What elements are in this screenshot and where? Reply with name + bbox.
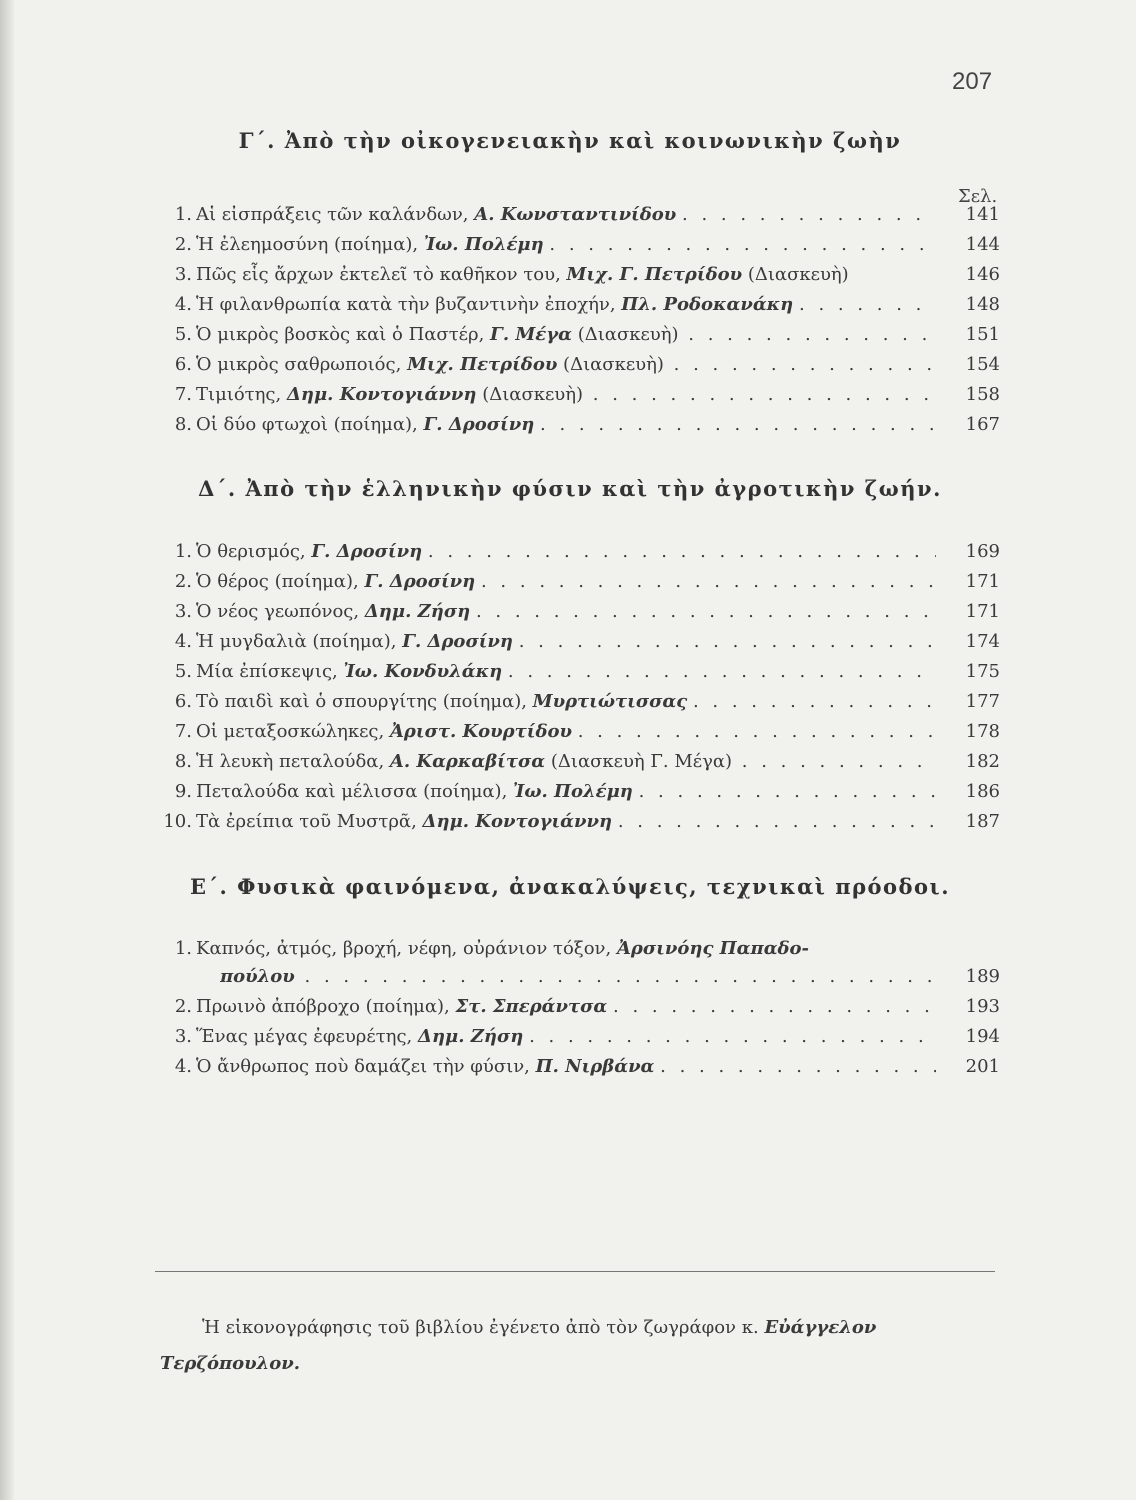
toc-entry	[160, 659, 1000, 685]
entry-author: Ἰω. Κονδυλάκη	[343, 661, 503, 682]
entry-author: Γ. Δροσίνη	[423, 414, 535, 435]
toc-entry	[160, 382, 1000, 408]
entry-title: Ὁ μικρὸς βοσκὸς καὶ ὁ Παστέρ,	[196, 324, 485, 345]
entry-suffix: (Διασκευὴ)	[563, 354, 664, 375]
entry-title: Ἡ ἐλεημοσύνη (ποίημα),	[196, 234, 419, 255]
entry-title: Ὁ ἄνθρωπος ποὺ δαμάζει τὴν φύσιν,	[196, 1056, 530, 1077]
entry-title-line	[196, 936, 936, 962]
page-column-label: Σελ.	[958, 186, 998, 207]
entry-author: Μυρτιώτισσας	[532, 691, 688, 712]
section-title-delta: Δ΄. Ἀπὸ τὴν ἑλληνικὴν φύσιν καὶ τὴν ἀγροτικὴν ζωήν.	[198, 476, 942, 501]
entry-title: Μία ἐπίσκεψις,	[196, 661, 338, 682]
toc-entry	[160, 689, 1000, 715]
entry-number: 4.	[174, 631, 192, 652]
entry-title: Ὁ θέρος (ποίημα),	[196, 571, 359, 592]
toc-entry	[160, 232, 1000, 258]
entry-number: 4.	[174, 294, 192, 315]
toc-entry	[160, 412, 1000, 438]
toc-entry	[160, 779, 1000, 805]
entry-page: 194	[965, 1026, 1000, 1047]
footnote-illustrator: Εὐάγγελον Τερζόπουλον.	[160, 1317, 877, 1374]
entry-title-line	[196, 994, 936, 1020]
toc-entry	[160, 292, 1000, 318]
entry-number: 9.	[174, 781, 192, 802]
entry-number: 8.	[174, 751, 192, 772]
entry-number: 1.	[174, 204, 192, 225]
entry-author: Ἰω. Πολέμη	[513, 781, 633, 802]
entry-title: Πρωινὸ ἀπόβροχο (ποίημα),	[196, 996, 450, 1017]
entry-title-line	[196, 689, 936, 715]
entry-author: Α. Κωνσταντινίδου	[474, 204, 677, 225]
entry-number: 1.	[174, 541, 192, 562]
entry-title-line	[196, 719, 936, 745]
entry-author: Γ. Δροσίνη	[402, 631, 513, 652]
entry-author: Στ. Σπεράντσα	[455, 996, 608, 1017]
entry-number: 6.	[174, 691, 192, 712]
toc-entry	[160, 202, 1000, 228]
entry-number: 5.	[174, 324, 192, 345]
entry-title: Οἱ δύο φτωχοὶ (ποίημα),	[196, 414, 418, 435]
entry-number: 2.	[174, 571, 192, 592]
entry-title-line	[196, 322, 936, 348]
entry-page: 154	[965, 354, 1000, 375]
toc-entry	[160, 539, 1000, 565]
entry-title-line	[220, 964, 936, 990]
entry-page: 175	[965, 661, 1000, 682]
toc-entry	[160, 322, 1000, 348]
toc-entry	[160, 1024, 1000, 1050]
entry-page: 171	[965, 601, 1000, 622]
toc-entry	[160, 749, 1000, 775]
entry-author: Α. Καρκαβίτσα	[389, 751, 546, 772]
entry-author: Ἰω. Πολέμη	[423, 234, 544, 255]
toc-entry	[160, 1054, 1000, 1080]
entry-number: 7.	[174, 721, 192, 742]
entry-title-line	[196, 292, 936, 318]
entry-title: Ὁ θερισμός,	[196, 541, 306, 562]
entry-title: Τὰ ἐρείπια τοῦ Μυστρᾶ,	[196, 811, 417, 832]
entry-page: 169	[965, 541, 1000, 562]
entry-title-line	[196, 779, 936, 805]
entry-title: Οἱ μεταξοσκώληκες,	[196, 721, 385, 742]
entry-page: 146	[965, 264, 1000, 285]
entry-title: Πῶς εἷς ἄρχων ἐκτελεῖ τὸ καθῆκον του,	[196, 264, 561, 285]
entry-number: 10.	[163, 811, 192, 832]
section-title-gamma: Γ΄. Ἀπὸ τὴν οἰκογενειακὴν καὶ κοινωνικὴν ζωὴν	[238, 128, 902, 153]
toc-entry	[160, 936, 1000, 962]
entry-page: 144	[965, 234, 1000, 255]
entry-title: Ἡ φιλανθρωπία κατὰ τὴν βυζαντινὴν ἐποχήν,	[196, 294, 616, 315]
toc-entry	[160, 629, 1000, 655]
toc-entry	[160, 809, 1000, 835]
footnote	[160, 1310, 1020, 1382]
entry-page: 193	[965, 996, 1000, 1017]
entry-number: 3.	[174, 601, 192, 622]
entry-number: 2.	[174, 234, 192, 255]
entry-title-line	[196, 539, 936, 565]
entry-title: Καπνός, ἀτμός, βροχή, νέφη, οὐράνιον τόξον,	[196, 938, 612, 959]
entry-number: 2.	[174, 996, 192, 1017]
entry-author: Γ. Μέγα	[490, 324, 572, 345]
entry-author: Δημ. Κοντογιάννη	[286, 384, 477, 405]
entry-page: 189	[965, 966, 1000, 987]
toc-entry	[160, 719, 1000, 745]
entry-author: Π. Νιρβάνα	[535, 1056, 655, 1077]
entry-author-continuation: πούλου	[220, 966, 295, 987]
entry-page: 151	[965, 324, 1000, 345]
entry-page: 167	[965, 414, 1000, 435]
entry-title: Ἕνας μέγας ἐφευρέτης,	[196, 1026, 413, 1047]
entry-author: Ἀριστ. Κουρτίδου	[389, 721, 572, 742]
entry-author: Γ. Δροσίνη	[364, 571, 476, 592]
footnote-divider	[155, 1271, 995, 1272]
entry-page: 174	[965, 631, 1000, 652]
entry-author: Γ. Δροσίνη	[311, 541, 423, 562]
entry-suffix: (Διασκευὴ)	[577, 324, 679, 345]
entry-title-line	[196, 232, 936, 258]
entry-page: 177	[965, 691, 1000, 712]
entry-title-line	[196, 1024, 936, 1050]
entry-title: Πεταλούδα καὶ μέλισσα (ποίημα),	[196, 781, 508, 802]
toc-entry	[160, 352, 1000, 378]
entry-title: Τὸ παιδὶ καὶ ὁ σπουργίτης (ποίημα),	[196, 691, 527, 712]
entry-page: 171	[965, 571, 1000, 592]
toc-entry	[160, 599, 1000, 625]
entry-page: 187	[965, 811, 1000, 832]
entry-author: Μιχ. Πετρίδου	[407, 354, 558, 375]
entry-title: Τιμιότης,	[196, 384, 282, 405]
entry-title-line	[196, 629, 936, 655]
entry-suffix: (Διασκευὴ)	[747, 264, 849, 285]
entry-page: 201	[965, 1056, 1000, 1077]
footnote-text: Ἡ εἰκονογράφησις τοῦ βιβλίου ἐγένετο ἀπὸ τὸν ζωγράφον κ.	[202, 1317, 759, 1338]
toc-entry	[160, 262, 1000, 288]
entry-suffix: (Διασκευὴ Γ. Μέγα)	[550, 751, 733, 772]
entry-author: Δημ. Ζήση	[364, 601, 471, 622]
entry-page: 182	[965, 751, 1000, 772]
entry-author: Δημ. Κοντογιάννη	[422, 811, 613, 832]
entry-title: Ἡ λευκὴ πεταλούδα,	[196, 751, 385, 772]
entry-number: 4.	[174, 1056, 192, 1077]
entry-title-line	[196, 382, 936, 408]
entry-page: 158	[965, 384, 1000, 405]
entry-number: 1.	[174, 938, 192, 959]
entry-author: Δημ. Ζήση	[417, 1026, 524, 1047]
entry-title-line	[196, 412, 936, 438]
entry-page: 186	[965, 781, 1000, 802]
entry-title-line	[196, 809, 936, 835]
entry-number: 6.	[174, 354, 192, 375]
entry-title: Ἡ μυγδαλιὰ (ποίημα),	[196, 631, 397, 652]
entry-title-line	[196, 262, 936, 288]
page-spine-shadow	[0, 0, 14, 1500]
toc-entry-continuation	[160, 964, 1000, 990]
entry-page: 148	[965, 294, 1000, 315]
entry-title-line	[196, 352, 936, 378]
toc-entry	[160, 569, 1000, 595]
page-number: 207	[952, 68, 993, 95]
entry-title: Ὁ μικρὸς σαθρωποιός,	[196, 354, 402, 375]
entry-number: 7.	[174, 384, 192, 405]
entry-page: 141	[965, 204, 1000, 225]
entry-number: 3.	[174, 1026, 192, 1047]
entry-suffix: (Διασκευὴ)	[482, 384, 584, 405]
entry-page: 178	[965, 721, 1000, 742]
entry-author: Μιχ. Γ. Πετρίδου	[566, 264, 743, 285]
section-title-epsilon: Ε΄. Φυσικὰ φαινόμενα, ἀνακαλύψεις, τεχνικαὶ πρόοδοι.	[189, 874, 951, 899]
entry-title-line	[196, 202, 936, 228]
entry-author: Πλ. Ροδοκανάκη	[621, 294, 794, 315]
entry-title-line	[196, 569, 936, 595]
toc-entry	[160, 994, 1000, 1020]
entry-title: Αἱ εἰσπράξεις τῶν καλάνδων,	[196, 204, 469, 225]
entry-title-line	[196, 1054, 936, 1080]
entry-number: 8.	[174, 414, 192, 435]
entry-author: Ἀρσινόης Παπαδο-	[616, 938, 810, 959]
entry-title-line	[196, 659, 936, 685]
entry-title: Ὁ νέος γεωπόνος,	[196, 601, 360, 622]
entry-title-line	[196, 599, 936, 625]
entry-number: 5.	[174, 661, 192, 682]
entry-title-line	[196, 749, 936, 775]
entry-number: 3.	[174, 264, 192, 285]
